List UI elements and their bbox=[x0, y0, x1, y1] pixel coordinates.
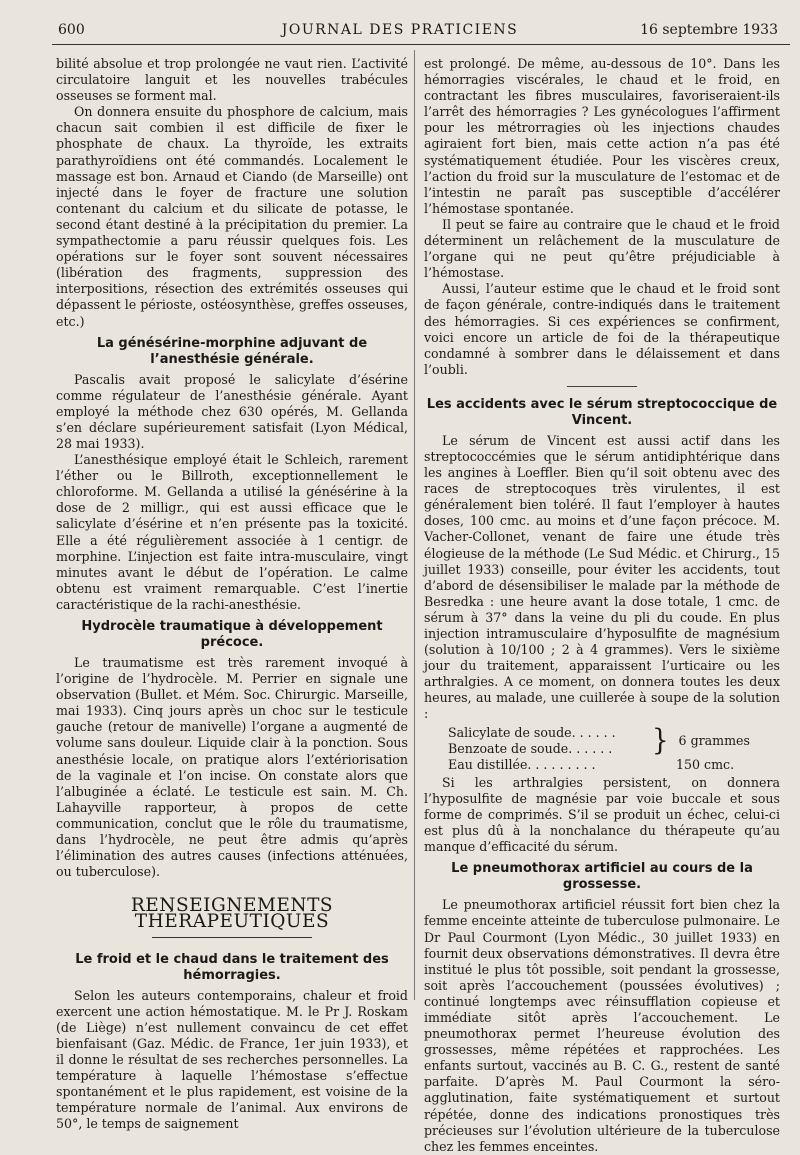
right-column bbox=[424, 56, 780, 1155]
paragraph: Le sérum de Vincent est aussi actif dans les streptococcémies que le sérum antidiphtérique dans les angines à Loeffler. Bien qu’il soit obtenu avec des races de streptocoques très virulentes, il est généralement bien toléré. Il faut l’employer à hautes doses, 100 cmc. au moins et d’une façon précoce. M. Vacher-Collonet, venant de faire une étude très élogieuse de la méthode (Le Sud Médic. et Chirurg., 15 juillet 1933) conseille, pour éviter les accidents, tout d’abord de désensibiliser le malade par la méthode de Besredka : une heure avant la dose totale, 1 cmc. de sérum à 37° dans la veine du pli du coude. En plus injection intramusculaire d’hyposulfite de magnésium (solution à 10/100 ; 2 à 4 grammes). Vers le sixième jour du traitement, apparaissent l’urticaire ou les arthralgies. A ce moment, on donnera toutes les deux heures, au malade, une cuillerée à soupe de la solution : bbox=[424, 432, 780, 722]
page-header bbox=[0, 14, 800, 40]
paragraph: bilité absolue et trop prolongée ne vaut rien. L’activité circulatoire languit et les nouvelles trabécules osseuses se forment mal. bbox=[56, 56, 408, 104]
paragraph: L’anesthésique employé était le Schleich, rarement l’éther ou le Billroth, exceptionnellement le chloroforme. M. Gellanda a utilisé la génésérine à la dose de 2 milligr., qui est aussi efficace que le salicylate d’ésérine et n’en présente pas la toxicité. Elle a été régulièrement associée à 1 centigr. de morphine. L’injection est faite intra-musculaire, vingt minutes avant le début de l’opération. Le calme obtenu est vraiment remarquable. C’est l’inertie caractéristique de la rachi-anesthésie. bbox=[56, 452, 408, 612]
section-title: RENSEIGNEMENTS THÉRAPEUTIQUES bbox=[130, 895, 334, 933]
paragraph: Il peut se faire au contraire que le chaud et le froid déterminent un relâchement de la musculature de l’organe qui ne peut qu’être préjudiciable à l’hémostase. bbox=[424, 216, 780, 281]
issue-date: 16 septembre 1933 bbox=[640, 22, 778, 38]
divider bbox=[567, 386, 637, 387]
paragraph: Pascalis avait proposé le salicylate d’ésérine comme régulateur de l’anesthésie générale. Ayant employé la méthode chez 630 opérés, M. Gellanda s’en déclare supérieurement satisfait (Lyon Médical, 28 mai 1933). bbox=[56, 371, 408, 451]
article-heading: Le pneumothorax artificiel au cours de la grossesse. bbox=[451, 861, 753, 893]
journal-title: JOURNAL DES PRATICIENS bbox=[281, 22, 519, 38]
formula-ingredient: Salicylate de soude. . . . . . bbox=[448, 724, 616, 740]
paragraph: Selon les auteurs contemporains, chaleur et froid exercent une action hémostatique. M. le Pr J. Roskam (de Liège) n’est nullement convaincu de cet effet bienfaisant (Gaz. Médic. de France, 1er juin 1933), et il donne le résultat de ses recherches personnelles. La température à laquelle l’hémostase s’effectue spontanément et le plus rapidement, est voisine de la température normale de l’animal. Aux environs de 50°, le temps de saignement bbox=[56, 987, 408, 1132]
paragraph: On donnera ensuite du phosphore de calcium, mais chacun sait combien il est difficile de fixer le phosphate de chaux. La thyroïde, les extraits parathyroïdiens ont été commandés. Localement le massage est bon. Arnaud et Ciando (de Marseille) ont injecté dans le foyer de fracture une solution contenant du calcium et du silicate de potasse, le second étant destiné à la précipitation du premier. La sympathectomie a paru réussir quelques fois. Les opérations sur le foyer sont souvent nécessaires (libération des fragments, suppression des interpositions, résection des extrémités osseuses qui dépassent le périoste, ostéosynthèse, greffes osseuses, etc.) bbox=[56, 104, 408, 329]
title-rule bbox=[152, 937, 312, 938]
article-heading: La génésérine-morphine adjuvant de l’anesthésie générale. bbox=[96, 335, 368, 367]
article-heading: Le froid et le chaud dans le traitement des hémorragies. bbox=[75, 951, 389, 983]
formula-quantity: 150 cmc. bbox=[676, 756, 735, 772]
paragraph: Aussi, l’auteur estime que le chaud et le froid sont de façon générale, contre-indiqués dans le traitement des hémorragies. Si ces expériences se confirment, voici encore un article de foi de la thérapeutique condamné à sombrer dans le délaissement et dans l’oubli. bbox=[424, 281, 780, 377]
article-heading: Les accidents avec le sérum streptococcique de Vincent. bbox=[426, 396, 778, 428]
prescription-formula bbox=[448, 725, 780, 773]
paragraph: est prolongé. De même, au-dessous de 10°. Dans les hémorragies viscérales, le chaud et le froid, en contractant les fibres musculaires, favoriseraient-ils l’arrêt des hémorragies ? Les gynécologues l’affirment pour les métrorragies où les injections chaudes agiraient fort bien, mais cette action n’a pas été systématiquement étudiée. Pour les viscères creux, l’action du froid sur la musculature de l’estomac et de l’intestin ne paraît pas susceptible d’accélérer l’hémostase spontanée. bbox=[424, 56, 780, 216]
column-divider bbox=[414, 50, 415, 1000]
formula-ingredient: Benzoate de soude. . . . . . bbox=[448, 740, 613, 756]
paragraph: Le traumatisme est très rarement invoqué à l’origine de l’hydrocèle. M. Perrier en signale une observation (Bullet. et Mém. Soc. Chirurgic. Marseille, mai 1933). Cinq jours après un choc sur le testicule gauche (retour de manivelle) l’organe a augmenté de volume sans douleur. Liquide clair à la ponction. Sous anesthésie locale, on pratique alors l’extériorisation de la vaginale et l’on incise. On constate alors que l’albuginée a éclaté. Le testicule est sain. M. Ch. Lahayville rapporteur, à propos de cette communication, conclut que le rôle du traumatisme, dans l’hydrocèle, ne peut être admis qu’après l’élimination des autres causes (infections atténuées, ou tuberculose). bbox=[56, 655, 408, 880]
paragraph: Le pneumothorax artificiel réussit fort bien chez la femme enceinte atteinte de tuberculose pulmonaire. Le Dr Paul Courmont (Lyon Médic., 30 juillet 1933) en fournit deux observations démonstratives. Il devra être institué le plus tôt possible, soit pendant la grossesse, soit après l’accouchement (poussées évolutives) ; continué longtemps avec réinsufflation copieuse et immédiate sitôt après l’accouchement. Le pneumothorax permet l’heureuse évolution des grossesses, même répétées et rapprochées. Les enfants surtout, vaccinés au B. C. G., restent de santé parfaite. D’après M. Paul Courmont la séro-agglutination, faite systématiquement et surtout répétée, donne des indications pronostiques très précieuses sur l’évolution ultérieure de la tuberculose chez les femmes enceintes. bbox=[424, 897, 780, 1154]
formula-ingredient: Eau distillée. . . . . . . . . bbox=[448, 756, 596, 772]
article-heading: Hydrocèle traumatique à développement précoce. bbox=[81, 619, 383, 650]
formula-quantity: 6 grammes bbox=[678, 732, 750, 748]
header-rule bbox=[52, 44, 790, 45]
left-column bbox=[56, 56, 408, 1132]
paragraph: Si les arthralgies persistent, on donnera l’hyposulfite de magnésie par voie buccale et sous forme de comprimés. S’il se produit un échec, celui-ci est plus dû à la nonchalance du thérapeute qu’au manque d’efficacité du sérum. bbox=[424, 774, 780, 855]
page-number: 600 bbox=[58, 22, 85, 38]
brace-symbol: } bbox=[652, 724, 669, 758]
